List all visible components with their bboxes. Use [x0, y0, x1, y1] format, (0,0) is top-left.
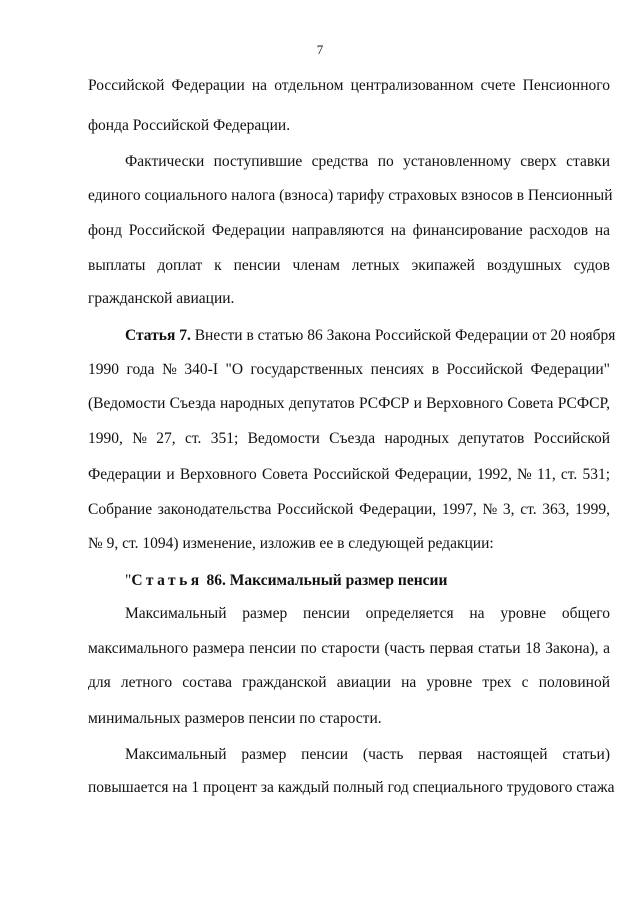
text-span: фонда Российской Федерации. [88, 117, 291, 134]
text-line [88, 500, 610, 520]
text-line [88, 394, 610, 414]
text-span: Фактически поступившие средства по установленному сверх ставки [125, 153, 610, 170]
text-line [88, 673, 610, 693]
text-span: Российской Федерации на отдельном централизованном счете Пенсионного [88, 77, 610, 94]
text-span: 1990, № 27, ст. 351; Ведомости Съезда народных депутатов Российской [88, 430, 610, 447]
text-line [125, 745, 610, 765]
text-line [125, 571, 447, 591]
text-span: № 9, ст. 1094) изменение, изложив ее в следующей редакции: [88, 535, 494, 552]
text-line [88, 639, 610, 659]
text-span: Внести в статью 86 Закона Российской Федерации от 20 ноября [190, 327, 616, 344]
text-span: максимального размера пенсии по старости (часть первая статьи 18 Закона), а [88, 640, 610, 657]
bold-text: Статья [131, 572, 203, 589]
text-span: " [125, 572, 132, 589]
text-line [88, 429, 610, 449]
text-line [88, 256, 610, 276]
text-span: для летного состава гражданской авиации на уровне трех с половиной [88, 674, 610, 691]
text-span: гражданской авиации. [88, 290, 235, 307]
text-span: Федерации и Верховного Совета Российской Федерации, 1992, № 11, ст. 531; [88, 466, 610, 483]
text-line [88, 709, 382, 729]
text-line [125, 604, 610, 624]
text-line [125, 326, 615, 346]
text-span: Максимальный размер пенсии определяется на уровне общего [125, 605, 610, 622]
text-span: единого социального налога (взноса) тарифу страховых взносов в Пенсионный [88, 187, 613, 204]
bold-text: Статья 7. [125, 327, 191, 344]
text-line [88, 186, 613, 206]
text-line [88, 465, 610, 485]
text-span: выплаты доплат к пенсии членам летных экипажей воздушных судов [88, 257, 610, 274]
text-span: фонд Российской Федерации направляются на финансирование расходов на [88, 222, 610, 239]
text-line [88, 76, 610, 96]
text-line [88, 360, 610, 380]
text-span: Собрание законодательства Российской Федерации, 1997, № 3, ст. 363, 1999, [88, 501, 610, 518]
bold-text: 86. Максимальный размер пенсии [202, 572, 448, 589]
text-line [88, 116, 290, 136]
text-line [88, 778, 615, 798]
text-line [88, 221, 610, 241]
text-span: повышается на 1 процент за каждый полный год специального трудового стажа [88, 779, 615, 796]
text-span: Максимальный размер пенсии (часть первая настоящей статьи) [125, 746, 610, 763]
text-span: 1990 года № 340-I "О государственных пенсиях в Российской Федерации" [88, 361, 610, 378]
text-span: минимальных размеров пенсии по старости. [88, 710, 382, 727]
text-span: (Ведомости Съезда народных депутатов РСФСР и Верховного Совета РСФСР, [88, 395, 610, 412]
text-line [88, 534, 494, 554]
page-number: 7 [316, 42, 324, 57]
text-line [88, 289, 234, 309]
text-line [125, 152, 610, 172]
